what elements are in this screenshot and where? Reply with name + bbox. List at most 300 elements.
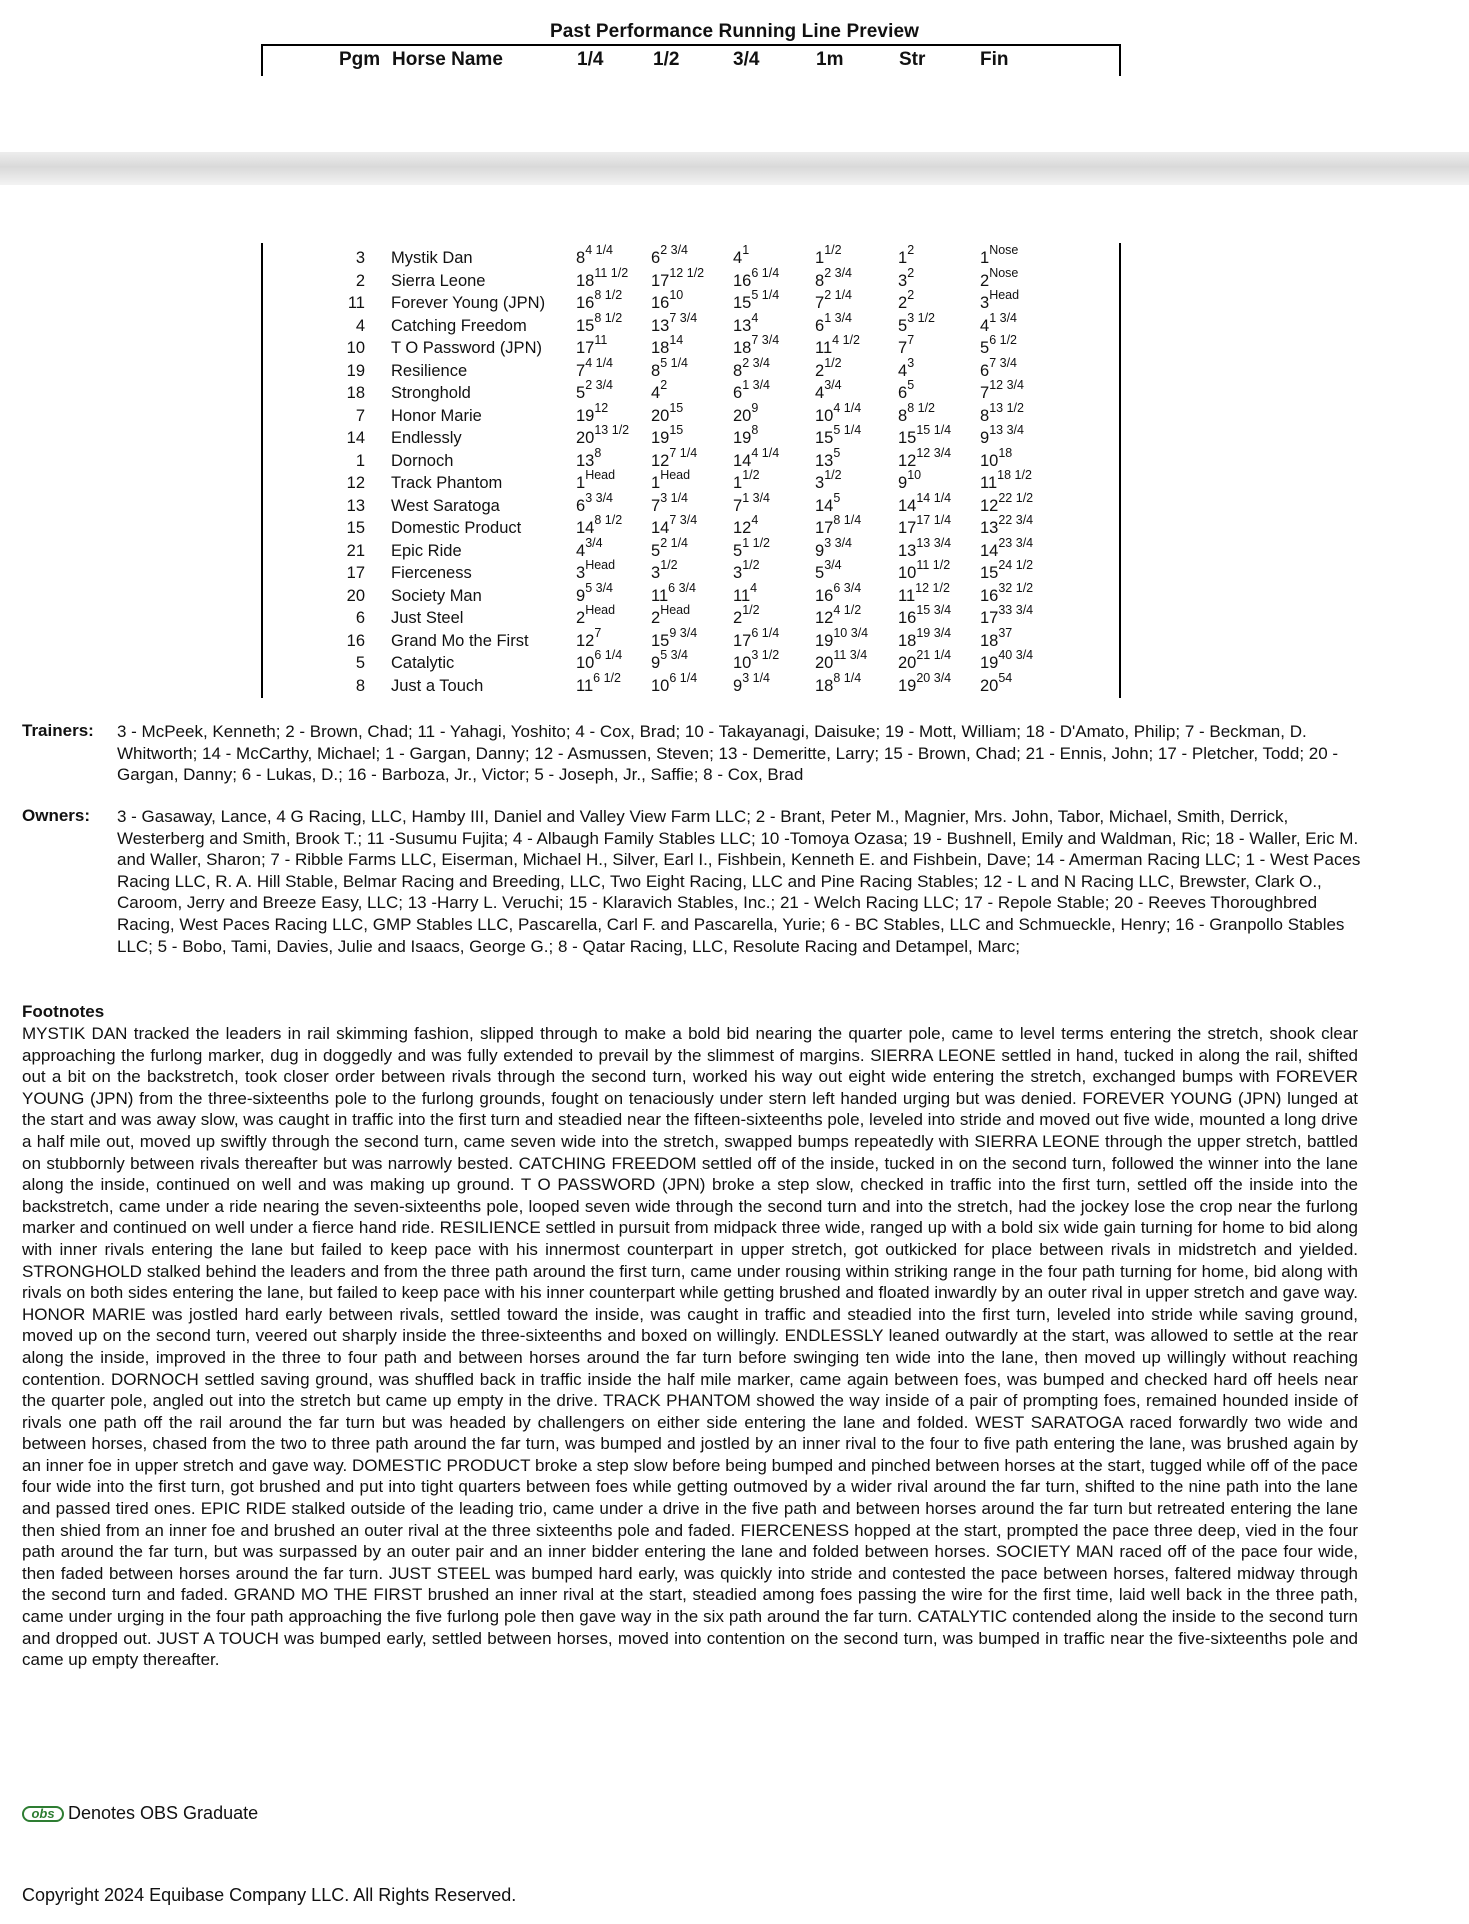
call-mile: $5^{3/4}$ [815, 558, 842, 582]
pgm-number: 14 [346, 429, 365, 447]
lengths-behind: 1/2 [660, 558, 678, 572]
lengths-behind: 2 [660, 378, 668, 392]
lengths-behind: 6 1/4 [751, 265, 780, 280]
lengths-behind: Head [660, 603, 691, 617]
lengths-behind: 3 1/4 [742, 670, 770, 685]
call-three-quarter: $8^{2 3/4}$ [733, 355, 770, 380]
call-half: $19^{15}$ [651, 423, 684, 447]
call-half: $8^{5 1/4}$ [651, 355, 688, 380]
call-stretch: $16^{15 3/4}$ [898, 603, 952, 627]
pgm-number: 18 [346, 384, 365, 402]
col-three-quarter: 3/4 [733, 49, 760, 70]
call-finish: $17^{33 3/4}$ [980, 603, 1034, 627]
lengths-behind: 8 1/2 [594, 310, 623, 325]
call-three-quarter: $6^{1 3/4}$ [733, 378, 770, 402]
table-row [0, 515, 1469, 537]
page-divider [0, 152, 1469, 185]
lengths-behind: 11 1/2 [594, 265, 629, 280]
lengths-behind: 3 3/4 [824, 535, 852, 550]
lengths-behind: 21 1/4 [916, 648, 952, 662]
horse-name: Catching Freedom [391, 316, 527, 335]
call-stretch: $18^{19 3/4}$ [898, 625, 952, 650]
lengths-behind: 6 1/4 [751, 625, 780, 640]
call-quarter: $14^{8 1/2}$ [576, 513, 623, 537]
table-row [0, 535, 1469, 560]
obs-legend-label: Denotes OBS Graduate [68, 1803, 259, 1823]
lengths-behind: 3 1/2 [907, 310, 935, 325]
call-finish: $13^{22 3/4}$ [980, 513, 1034, 537]
lengths-behind: 9 3/4 [669, 625, 698, 640]
call-mile: $14^5$ [815, 490, 841, 515]
pp-title: Past Performance Running Line Preview [549, 21, 920, 42]
obs-legend [22, 1803, 258, 1824]
lengths-behind: 24 1/2 [998, 558, 1034, 572]
call-stretch: $8^{8 1/2}$ [898, 400, 935, 425]
call-three-quarter: $3^{1/2}$ [733, 558, 760, 582]
call-mile: $13^5$ [815, 445, 841, 470]
lengths-behind: Head [989, 288, 1020, 302]
lengths-behind: 1/2 [742, 468, 760, 482]
call-finish: $9^{13 3/4}$ [980, 423, 1024, 447]
call-stretch: $2^2$ [898, 288, 915, 312]
lengths-behind: 2 1/4 [660, 535, 688, 550]
call-quarter: $18^{11 1/2}$ [576, 265, 629, 290]
call-mile: $1^{1/2}$ [815, 243, 842, 267]
lengths-behind: 15 [669, 423, 684, 437]
lengths-behind: 8 [594, 445, 602, 460]
lengths-behind: 12 [594, 400, 609, 415]
call-three-quarter: $18^{7 3/4}$ [733, 333, 780, 357]
lengths-behind: 17 1/4 [916, 513, 952, 527]
pgm-number: 6 [355, 609, 365, 627]
call-mile: $3^{1/2}$ [815, 468, 842, 492]
lengths-behind: 1 3/4 [742, 378, 770, 392]
lengths-behind: 5 [833, 445, 841, 460]
lengths-behind: 15 1/4 [916, 423, 952, 437]
lengths-behind: 37 [998, 625, 1013, 640]
col-quarter: 1/4 [577, 49, 604, 70]
call-finish: $14^{23 3/4}$ [980, 535, 1034, 560]
call-quarter: $17^{11}$ [576, 333, 608, 357]
lengths-behind: 20 3/4 [916, 670, 952, 685]
call-three-quarter: $7^{1 3/4}$ [733, 490, 770, 515]
call-quarter: $9^{5 3/4}$ [576, 580, 613, 605]
call-stretch: $10^{11 1/2}$ [898, 558, 951, 582]
call-stretch: $7^7$ [898, 333, 915, 357]
lengths-behind: 54 [998, 670, 1013, 685]
table-row [0, 605, 1469, 627]
lengths-behind: 2 [907, 243, 915, 257]
lengths-behind: 5 3/4 [660, 648, 688, 662]
lengths-behind: Head [660, 468, 691, 482]
call-stretch: $17^{17 1/4}$ [898, 513, 952, 537]
lengths-behind: 4 1/2 [833, 603, 862, 617]
lengths-behind: 2 3/4 [660, 243, 688, 257]
lengths-behind: 3/4 [824, 378, 842, 392]
table-row [0, 265, 1469, 290]
horse-name: Domestic Product [391, 519, 522, 537]
call-mile: $16^{6 3/4}$ [815, 580, 862, 605]
lengths-behind: 4 [751, 513, 759, 527]
lengths-behind: Head [585, 468, 616, 482]
lengths-behind: 8 [751, 423, 759, 437]
lengths-behind: 1/2 [824, 355, 842, 370]
call-stretch: $13^{13 3/4}$ [898, 535, 952, 560]
pgm-number: 5 [355, 654, 365, 672]
horse-name: Grand Mo the First [391, 631, 529, 650]
call-mile: $2^{1/2}$ [815, 355, 842, 380]
call-half: $18^{14}$ [651, 333, 684, 357]
lengths-behind: 10 [669, 288, 684, 302]
call-stretch: $19^{20 3/4}$ [898, 670, 952, 695]
table-row [0, 490, 1469, 515]
call-half: $17^{12 1/2}$ [651, 265, 705, 290]
lengths-behind: 8 1/2 [594, 513, 623, 527]
call-three-quarter: $11^4$ [733, 580, 758, 605]
lengths-behind: 6 1/2 [593, 670, 621, 685]
pgm-number: 4 [355, 316, 365, 335]
table-row [0, 310, 1469, 335]
call-three-quarter: $19^8$ [733, 423, 759, 447]
call-half: $4^2$ [651, 378, 668, 402]
call-quarter: $2^{Head}$ [576, 603, 616, 627]
lengths-behind: 6 1/4 [669, 670, 698, 685]
lengths-behind: 12 3/4 [916, 445, 952, 460]
call-quarter: $7^{4 1/4}$ [576, 355, 613, 380]
call-half: $11^{6 3/4}$ [651, 580, 696, 605]
lengths-behind: 9 [751, 400, 759, 415]
horse-name: West Saratoga [391, 496, 500, 515]
footnotes-text: MYSTIK DAN tracked the leaders in rail skimming fashion, slipped through to make a bold bid nearing the quarter pole, came to level terms entering the stretch, shook clear approaching the furlong marker, dug in doggedly and was fully extended to prevail by the slimmest of margins. SIERRA LEONE settled in hand, tucked in along the rail, shifted out a bit on the backstretch, took closer order between rivals through the second turn, worked his way out eight wide entering the stretch, exchanged bumps with FOREVER YOUNG (JPN) from the three-sixteenths pole to the furlong grounds, fought on tenaciously under stern left handed urging but was denied. FOREVER YOUNG (JPN) lunged at the start and was away slow, was caught in traffic into the first turn and steadied near the fifteen-sixteenths pole, leveled into stride and moved out five wide, mounted a long drive a half mile out, moved up swiftly through the second turn, came seven wide into the stretch, swapped bumps repeatedly with SIERRA LEONE through the upper stretch, battled on stubbornly between rivals thereafter but was narrowly bested. CATCHING FREEDOM settled off of the inside, tucked in on the second turn, followed the winner into the lane along the inside, continued on well and was making up ground. T O PASSWORD (JPN) broke a step slow, checked in traffic into the first turn, settled off the inside into the backstretch, came under a ride nearing the seven-sixteenths pole, looped seven wide through the second turn and into the stretch, had the jockey lose the crop near the furlong marker and continued on well under a fierce hand ride. RESILIENCE settled in pursuit from midpack three wide, ranged up with a bold six wide gain turning for home to bid along with inner rivals entering the lane but failed to keep pace with his innermost counterpart in upper stretch, got outkicked for place between rivals in midstretch and yielded. STRONGHOLD stalked behind the leaders and from the three path around the first turn, came under rousing within striking range in the four path turning for home, bid along with rivals on both sides entering the lane, but failed to keep pace with his inner counterpart while getting brushed and floated inwardly by an outer rival in upper stretch and gave way. HONOR MARIE was jostled hard early between rivals, settled toward the inside, was caught in traffic and steadied into the first turn, leveled into stride while saving ground, moved up on the second turn, veered out sharply inside the three-sixteenths and boxed on willingly. ENDLESSLY leaned outwardly at the start, was allowed to settle at the rear along the inside, improved in the three to four path and between horses around the far turn before swinging ten wide into the lane, then moved up willingly without reaching contention. DORNOCH settled saving ground, was shuffled back in traffic inside the half mile marker, came again between foes, was bumped and checked hard off heels near the quarter pole, angled out into the stretch but came up empty in the drive. TRACK PHANTOM showed the way inside of a pair of prompting foes, remained hounded inside of rivals one path off the rail around the far turn but was headed by challengers on either side entering the lane and folded. WEST SARATOGA raced forwardly two wide and between horses, chased from the two to three path around the far turn, was bumped and jostled by an inner rival to the four to five path entering the lane, was brushed again by an inner foe in upper stretch and gave way. DOMESTIC PRODUCT broke a step slow before being bumped and pinched between horses at the start, tugged while off of the pace four wide into the first turn, got brushed and put into tight quarters between foes while getting outmoved by a wider rival around the far turn, shifted to the nine path into the lane and passed tired ones. EPIC RIDE stalked outside of the leading trio, came under a drive in the five path and between horses around the far turn but retreated entering the lane then shied from an inner foe and brushed an outer rival at the three sixteenths pole and faded. FIERCENESS hopped at the start, prompted the pace three deep, vied in the four path around the far turn, but was surpassed by an outer pair and an inner bidder entering the lane and folded between horses. SOCIETY MAN raced off of the pace four wide, then faded between horses around the far turn. JUST STEEL was bumped hard early, was quickly into stride and contested the pace between horses, faltered midway through the second turn and faded. GRAND MO THE FIRST brushed an inner rival at the start, steadied among foes passing the wire for the first time, laid well back in the three path, came under urging in the four path approaching the five furlong pole then gave way in the six path around the far turn. CATALYTIC contended along the inside to the second turn and dropped out. JUST A TOUCH was bumped early, settled between horses, moved into contention on the second turn, was bumped in traffic near the five-sixteenths pole and came up empty thereafter. [22, 1024, 1358, 1670]
pgm-number: 16 [346, 631, 365, 650]
col-stretch: Str [899, 49, 926, 70]
call-half: $10^{6 1/4}$ [651, 670, 698, 695]
call-quarter: $10^{6 1/4}$ [576, 648, 623, 672]
call-mile: $19^{10 3/4}$ [815, 625, 869, 650]
call-finish: $6^{7 3/4}$ [980, 355, 1017, 380]
lengths-behind: 8 1/2 [907, 400, 935, 415]
call-quarter: $20^{13 1/2}$ [576, 423, 630, 447]
pgm-number: 19 [346, 361, 365, 380]
lengths-behind: 1 3/4 [824, 310, 852, 325]
pgm-number: 15 [346, 519, 365, 537]
call-half: $12^{7 1/4}$ [651, 445, 698, 470]
lengths-behind: 22 3/4 [998, 513, 1034, 527]
call-finish: $5^{6 1/2}$ [980, 333, 1017, 357]
call-half: $7^{3 1/4}$ [651, 490, 688, 515]
lengths-behind: 18 [998, 445, 1013, 460]
horse-name: T O Password (JPN) [391, 339, 542, 357]
lengths-behind: 4 1/4 [585, 243, 613, 257]
lengths-behind: 2 [907, 288, 915, 302]
call-half: $5^{2 1/4}$ [651, 535, 688, 560]
pgm-number: 20 [346, 586, 365, 605]
call-stretch: $20^{21 1/4}$ [898, 648, 952, 672]
lengths-behind: 14 [669, 333, 684, 347]
call-three-quarter: $17^{6 1/4}$ [733, 625, 780, 650]
call-mile: $17^{8 1/4}$ [815, 513, 862, 537]
lengths-behind: 1/2 [824, 243, 842, 257]
call-stretch: $3^2$ [898, 265, 915, 290]
call-mile: $7^{2 1/4}$ [815, 288, 852, 312]
call-finish: $8^{13 1/2}$ [980, 400, 1024, 425]
lengths-behind: 4 [750, 580, 758, 595]
lengths-behind: 7 3/4 [669, 513, 698, 527]
call-finish: $15^{24 1/2}$ [980, 558, 1034, 582]
table-row [0, 650, 1469, 672]
call-mile: $12^{4 1/2}$ [815, 603, 862, 627]
lengths-behind: 1/2 [742, 558, 760, 572]
table-row [0, 445, 1469, 470]
pgm-number: 17 [346, 564, 365, 582]
call-finish: $7^{12 3/4}$ [980, 378, 1024, 402]
call-finish: $2^{Nose}$ [980, 265, 1019, 290]
obs-logo-icon: obs [22, 1806, 64, 1822]
pgm-number: 12 [346, 474, 365, 492]
lengths-behind: 23 3/4 [998, 535, 1034, 550]
pgm-number: 21 [346, 541, 365, 560]
call-three-quarter: $16^{6 1/4}$ [733, 265, 780, 290]
call-finish: $18^{37}$ [980, 625, 1013, 650]
table-row [0, 245, 1469, 267]
lengths-behind: 5 1/4 [833, 423, 862, 437]
lengths-behind: 6 3/4 [668, 580, 696, 595]
lengths-behind: 13 1/2 [594, 423, 630, 437]
pgm-number: 11 [347, 294, 365, 312]
lengths-behind: Head [585, 603, 616, 617]
call-stretch: $5^{3 1/2}$ [898, 310, 935, 335]
call-mile: $15^{5 1/4}$ [815, 423, 862, 447]
call-stretch: $12^{12 3/4}$ [898, 445, 952, 470]
lengths-behind: 5 1/4 [751, 288, 780, 302]
lengths-behind: 3/4 [824, 558, 842, 572]
table-row [0, 290, 1469, 312]
call-quarter: $15^{8 1/2}$ [576, 310, 623, 335]
pgm-number: 8 [355, 676, 365, 695]
lengths-behind: 33 3/4 [998, 603, 1034, 617]
pgm-number: 10 [346, 339, 365, 357]
lengths-behind: Nose [989, 243, 1019, 257]
owners-text: 3 - Gasaway, Lance, 4 G Racing, LLC, Hamby III, Daniel and Valley View Farm LLC; 2 - Brant, Peter M., Magnier, Mrs. John, Tabor, Michael, Smith, Derrick, Westerberg and Smith, Brook T.; 11 -Susumu Fujita; 4 - Albaugh Family Stables LLC; 10 -Tomoya Ozasa; 19 - Bushnell, Emily and Waldman, Ric; 18 - Waller, Eric M. and Waller, Sharon; 7 - Ribble Farms LLC, Eiserman, Michael H., Silver, Earl I., Fishbein, Kenneth E. and Fishbein, Dave; 14 - Amerman Racing LLC; 1 - West Paces Racing LLC, R. A. Hill Stable, Belmar Racing and Breeding, LLC, Two Eight Racing, LLC and Pine Racing Stables; 12 - L and N Racing LLC, Brewster, Clark O., Caroom, Jerry and Breeze Easy, LLC; 13 -Harry L. Veruchi; 15 - Klaravich Stables, Inc.; 21 - Welch Racing LLC; 17 - Repole Stable; 20 - Reeves Thoroughbred Racing, West Paces Racing LLC, GMP Stables LLC, Pascarella, Carl F. and Pascarella, Yurie; 6 - BC Stables, LLC and Schmueckle, Henry; 16 - Granpollo Stables LLC; 5 - Bobo, Tami, Davies, Julie and Isaacs, George G.; 8 - Qatar Racing, LLC, Resolute Racing and Detampel, Marc; [117, 807, 1361, 956]
lengths-behind: 5 3/4 [585, 580, 613, 595]
lengths-behind: 3/4 [585, 535, 603, 550]
call-mile: $18^{8 1/4}$ [815, 670, 862, 695]
col-mile: 1m [816, 49, 844, 70]
call-quarter: $13^8$ [576, 445, 602, 470]
horse-name: Just Steel [391, 609, 464, 627]
lengths-behind: 4 1/4 [585, 355, 613, 370]
lengths-behind: 7 3/4 [989, 355, 1017, 370]
pgm-number: 7 [355, 406, 365, 425]
table-row [0, 580, 1469, 605]
call-quarter: $19^{12}$ [576, 400, 609, 425]
lengths-behind: 2 1/4 [824, 288, 852, 302]
lengths-behind: 10 [907, 468, 922, 482]
lengths-behind: 5 [907, 378, 915, 392]
horse-name: Forever Young (JPN) [391, 294, 546, 312]
call-finish: $3^{Head}$ [980, 288, 1020, 312]
call-three-quarter: $20^9$ [733, 400, 759, 425]
call-three-quarter: $13^4$ [733, 310, 759, 335]
lengths-behind: 11 3/4 [833, 648, 868, 662]
horse-name: Sierra Leone [391, 271, 486, 290]
col-finish: Fin [980, 49, 1009, 70]
call-three-quarter: $12^4$ [733, 513, 759, 537]
call-half: $9^{5 3/4}$ [651, 648, 688, 672]
lengths-behind: 8 1/4 [833, 670, 862, 685]
lengths-behind: 7 3/4 [669, 310, 698, 325]
lengths-behind: 19 3/4 [916, 625, 952, 640]
lengths-behind: 7 3/4 [751, 333, 780, 347]
trainers-text: 3 - McPeek, Kenneth; 2 - Brown, Chad; 11 - Yahagi, Yoshito; 4 - Cox, Brad; 10 - Takayanagi, Daisuke; 19 - Mott, William; 18 - D'Amato, Philip; 7 - Beckman, D. Whitworth; 14 - McCarthy, Michael; 1 - Gargan, Danny; 12 - Asmussen, Steven; 13 - Demeritte, Larry; 15 - Brown, Chad; 21 - Ennis, John; 17 - Pletcher, Todd; 20 - Gargan, Danny; 6 - Lukas, D.; 16 - Barboza, Jr., Victor; 5 - Joseph, Jr., Saffie; 8 - Cox, Brad [117, 722, 1339, 785]
call-quarter: $1^{Head}$ [576, 468, 616, 492]
horse-name: Dornoch [391, 451, 454, 470]
call-mile: $8^{2 3/4}$ [815, 265, 852, 290]
table-row [0, 625, 1469, 650]
lengths-behind: 1/2 [742, 603, 760, 617]
table-row [0, 670, 1469, 695]
call-half: $15^{9 3/4}$ [651, 625, 698, 650]
pgm-number: 1 [355, 451, 365, 470]
lengths-behind: 12 1/2 [915, 580, 950, 595]
lengths-behind: 5 [833, 490, 841, 505]
lengths-behind: 1 [742, 243, 750, 257]
call-three-quarter: $15^{5 1/4}$ [733, 288, 780, 312]
call-stretch: $9^{10}$ [898, 468, 922, 492]
lengths-behind: 15 3/4 [916, 603, 952, 617]
lengths-behind: 13 3/4 [989, 423, 1024, 437]
call-half: $14^{7 3/4}$ [651, 513, 698, 537]
call-finish: $19^{40 3/4}$ [980, 648, 1034, 672]
table-row [0, 355, 1469, 380]
trainers-label: Trainers: [22, 721, 94, 740]
call-half: $3^{1/2}$ [651, 558, 678, 582]
call-half: $20^{15}$ [651, 400, 684, 425]
lengths-behind: 13 1/2 [989, 400, 1024, 415]
col-horse-name: Horse Name [392, 49, 503, 70]
lengths-behind: 1/2 [824, 468, 842, 482]
table-row [0, 400, 1469, 425]
call-three-quarter: $14^{4 1/4}$ [733, 445, 780, 470]
call-three-quarter: $9^{3 1/4}$ [733, 670, 770, 695]
call-half: $1^{Head}$ [651, 468, 691, 492]
lengths-behind: 3 3/4 [585, 490, 613, 505]
call-stretch: $15^{15 1/4}$ [898, 423, 952, 447]
call-mile: $10^{4 1/4}$ [815, 400, 862, 425]
call-mile: $9^{3 3/4}$ [815, 535, 852, 560]
lengths-behind: 14 1/4 [916, 490, 952, 505]
horse-name: Catalytic [391, 654, 455, 672]
call-half: $6^{2 3/4}$ [651, 243, 688, 267]
lengths-behind: 10 3/4 [833, 625, 869, 640]
lengths-behind: 12 3/4 [989, 378, 1024, 392]
lengths-behind: 15 [669, 400, 684, 415]
table-row [0, 560, 1469, 582]
call-half: $2^{Head}$ [651, 603, 691, 627]
pgm-number: 3 [355, 249, 365, 267]
call-mile: $4^{3/4}$ [815, 378, 842, 402]
horse-name: Society Man [391, 586, 482, 605]
lengths-behind: 1 3/4 [989, 310, 1017, 325]
call-stretch: $11^{12 1/2}$ [898, 580, 950, 605]
call-finish: $1^{Nose}$ [980, 243, 1019, 267]
lengths-behind: 18 1/2 [997, 468, 1032, 482]
call-finish: $20^{54}$ [980, 670, 1013, 695]
horse-name: Track Phantom [391, 474, 503, 492]
col-half: 1/2 [653, 49, 680, 70]
lengths-behind: 4 1/4 [751, 445, 780, 460]
call-three-quarter: $2^{1/2}$ [733, 603, 760, 627]
call-quarter: $16^{8 1/2}$ [576, 288, 623, 312]
call-half: $16^{10}$ [651, 288, 684, 312]
lengths-behind: 12 1/2 [669, 265, 705, 280]
lengths-behind: 32 1/2 [998, 580, 1034, 595]
lengths-behind: 6 1/2 [989, 333, 1017, 347]
call-finish: $11^{18 1/2}$ [980, 468, 1032, 492]
lengths-behind: 7 [594, 625, 602, 640]
col-pgm: Pgm [339, 49, 381, 70]
lengths-behind: 3 1/4 [660, 490, 688, 505]
table-row [0, 470, 1469, 492]
lengths-behind: 7 [907, 333, 915, 347]
call-three-quarter: $5^{1 1/2}$ [733, 535, 770, 560]
call-quarter: $5^{2 3/4}$ [576, 378, 613, 402]
lengths-behind: 11 [594, 333, 608, 347]
call-finish: $10^{18}$ [980, 445, 1013, 470]
lengths-behind: 2 3/4 [824, 265, 852, 280]
call-quarter: $12^7$ [576, 625, 602, 650]
horse-name: Epic Ride [391, 541, 462, 560]
call-finish: $12^{22 1/2}$ [980, 490, 1034, 515]
owners-label: Owners: [22, 806, 91, 825]
footnotes-heading: Footnotes [22, 1002, 105, 1021]
call-stretch: $14^{14 1/4}$ [898, 490, 952, 515]
call-three-quarter: $1^{1/2}$ [733, 468, 760, 492]
call-half: $13^{7 3/4}$ [651, 310, 698, 335]
call-finish: $4^{1 3/4}$ [980, 310, 1017, 335]
table-row [0, 380, 1469, 402]
call-quarter: $4^{3/4}$ [576, 535, 603, 560]
lengths-behind: Head [585, 558, 616, 572]
lengths-behind: 3 [907, 355, 915, 370]
table-row [0, 335, 1469, 357]
lengths-behind: 3 1/2 [751, 648, 780, 662]
pgm-number: 13 [346, 496, 365, 515]
lengths-behind: 4 1/4 [833, 400, 862, 415]
lengths-behind: Nose [989, 265, 1019, 280]
lengths-behind: 5 1/4 [660, 355, 688, 370]
horse-name: Fierceness [391, 564, 472, 582]
lengths-behind: 4 [751, 310, 759, 325]
horse-name: Mystik Dan [391, 249, 473, 267]
horse-name: Endlessly [391, 429, 462, 447]
call-quarter: $3^{Head}$ [576, 558, 616, 582]
call-mile: $6^{1 3/4}$ [815, 310, 852, 335]
lengths-behind: 4 1/2 [832, 333, 860, 347]
call-three-quarter: $10^{3 1/2}$ [733, 648, 780, 672]
lengths-behind: 8 1/4 [833, 513, 862, 527]
lengths-behind: 40 3/4 [998, 648, 1034, 662]
lengths-behind: 11 1/2 [916, 558, 951, 572]
lengths-behind: 2 3/4 [585, 378, 613, 392]
call-mile: $20^{11 3/4}$ [815, 648, 868, 672]
call-stretch: $4^3$ [898, 355, 915, 380]
lengths-behind: 2 [907, 265, 915, 280]
copyright: Copyright 2024 Equibase Company LLC. All Rights Reserved. [22, 1885, 517, 1905]
call-stretch: $1^2$ [898, 243, 915, 267]
table-row [0, 425, 1469, 447]
call-stretch: $6^5$ [898, 378, 915, 402]
